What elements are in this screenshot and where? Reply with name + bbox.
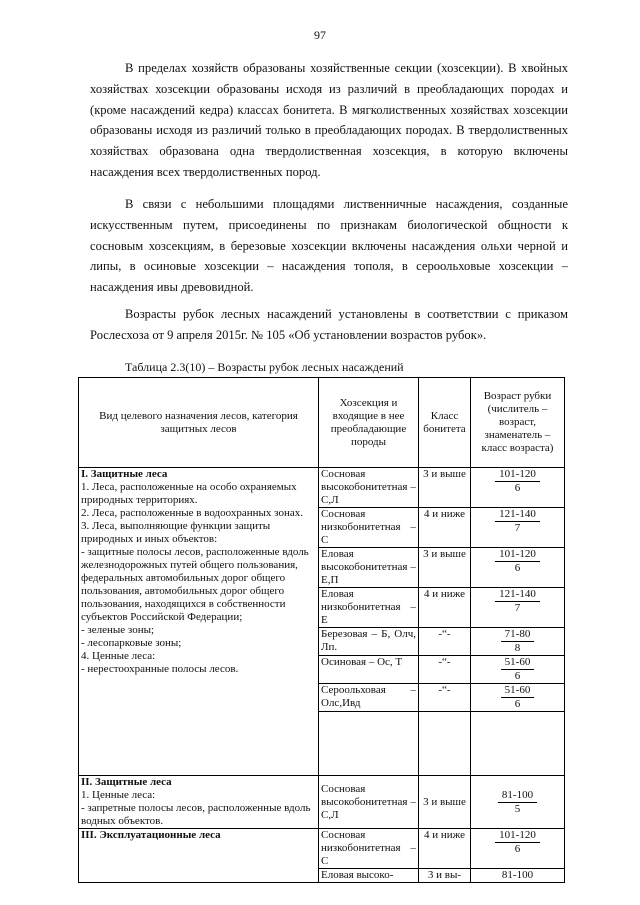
class-cell: -“- [419,628,471,656]
section-1-line: - нерестоохранные полосы лесов. [81,663,239,675]
paragraph-1 [90,58,568,183]
age-class-value: 7 [514,602,521,614]
age-cell [471,588,565,628]
age-cell [471,776,565,829]
breed-cell: Еловая высокобонитетная – Е,П [319,548,419,588]
age-value: 51-60 [501,656,535,670]
class-cell: -“- [419,684,471,712]
section-2-cell [79,776,319,829]
breed-cell: Еловая низкобонитетная – Е [319,588,419,628]
header-purpose: Вид целевого назначения лесов, категория защитных лесов [79,378,319,468]
age-value: 81-100 [501,869,534,881]
breed-cell: Березовая – Б, Олч, Лп. [319,628,419,656]
age-class-value: 6 [514,670,521,682]
age-value: 121-140 [495,588,540,602]
table-caption: Таблица 2.3(10) – Возрасты рубок лесных насаждений [125,360,404,374]
header-hozsection: Хозсекция и входящие в нее преобладающие породы [319,378,419,468]
age-class-value: 7 [514,522,521,534]
age-cell [471,508,565,548]
class-cell: 4 и ниже [419,829,471,869]
age-value: 51-60 [501,684,535,698]
breed-cell: Осиновая – Ос, Т [319,656,419,684]
breed-cell: Сероольховая – Олс,Ивд [319,684,419,712]
age-cell [471,684,565,712]
page-number: 97 [314,28,326,42]
section-2-line: 1. Ценные леса: [81,789,156,801]
table-header-row [79,378,565,468]
breed-cell: Еловая высоко- [319,869,419,883]
age-cell [471,548,565,588]
class-cell: 3 и выше [419,776,471,829]
section-1-line: - лесопарковые зоны; [81,637,182,649]
section-1-title: I. Защитные леса [81,468,168,480]
class-cell: -“- [419,656,471,684]
section-3-cell [79,829,319,883]
age-value: 101-120 [495,548,540,562]
section-2-line: - запретные полосы лесов, расположенные вдоль водных объектов. [81,802,311,827]
age-class-value: 6 [514,482,521,494]
age-cell [471,656,565,684]
age-value: 101-120 [495,829,540,843]
class-cell: 3 и выше [419,548,471,588]
age-class-value: 6 [514,698,521,710]
breed-cell: Сосновая низкобонитетная – С [319,508,419,548]
section-3-title: III. Эксплуатационные леса [81,829,221,841]
age-value: 121-140 [495,508,540,522]
empty-cell [319,712,419,776]
table-row [79,829,565,869]
paragraph-2 [90,194,568,298]
age-cell [471,829,565,869]
breed-cell: Сосновая высокобонитетная – С,Л [319,468,419,508]
age-value: 71-80 [501,628,535,642]
section-1-line: 4. Ценные леса: [81,650,156,662]
age-cell [471,628,565,656]
section-1-cell [79,468,319,776]
paragraph-3-text: Возрасты рубок лесных насаждений установлены в соответствии с приказом Рослесхоза от 9 апреля 2015г. № 105 «Об установлении возрастов рубок». [90,307,568,342]
paragraph-1-text: В пределах хозяйств образованы хозяйственные секции (хозсекции). В хвойных хозяйствах хозсекции образованы исходя из различий в преобладающих породах и (кроме насаждений кедра) классах бонитета. В мягколиственных хозяйствах хозсекции образованы исходя из различий только в преобладающих породах. В твердолиственных хозяйствах образована одна твердолиственная хозсекция, в которую включены насаждения всех твердолиственных пород. [90,61,568,179]
age-value: 101-120 [495,468,540,482]
table-row [79,468,565,508]
section-1-line: - зеленые зоны; [81,624,155,636]
empty-cell [419,712,471,776]
age-cell [471,869,565,883]
table-row [79,776,565,829]
section-1-line: 1. Леса, расположенные на особо охраняемых природных территориях. [81,481,297,506]
age-value: 81-100 [498,789,537,803]
age-class-value: 5 [514,802,521,815]
header-class: Класс бонитета [419,378,471,468]
class-cell: 4 и ниже [419,588,471,628]
section-2-title: II. Защитные леса [81,776,172,788]
age-cell [471,468,565,508]
breed-cell: Сосновая высокобонитетная – С,Л [319,776,419,829]
cutting-age-table [78,377,565,883]
age-class-value: 6 [514,843,521,855]
class-cell: 4 и ниже [419,508,471,548]
class-cell: 3 и вы- [419,869,471,883]
breed-cell: Сосновая низкобонитетная – С [319,829,419,869]
age-class-value: 6 [514,562,521,574]
header-age: Возраст рубки (числитель – возраст, знаменатель – класс возраста) [471,378,565,468]
paragraph-2-text: В связи с небольшими площадями лиственничные насаждения, созданные искусственным путем, присоединены по признакам биологической общности к сосновым хозсекциям, в березовые хозсекции включены насаждения ольхи черной и липы, в осиновые хозсекции – насаждения тополя, в сероольховые хозсекции – насаждения ивы древовидной. [90,197,568,295]
section-1-line: 3. Леса, выполняющие функции защиты природных и иных объектов: [81,520,271,545]
section-1-line: 2. Леса, расположенные в водоохранных зонах. [81,507,303,519]
paragraph-3 [90,304,568,346]
section-1-line: - защитные полосы лесов, расположенные вдоль железнодорожных путей общего пользования, федеральных автомобильных дорог общего пользования, автомобильных дорог общего пользования, находящихся в собственности субъектов Российской Федерации; [81,546,309,623]
empty-cell [471,712,565,776]
class-cell: 3 и выше [419,468,471,508]
age-class-value: 8 [514,642,521,654]
